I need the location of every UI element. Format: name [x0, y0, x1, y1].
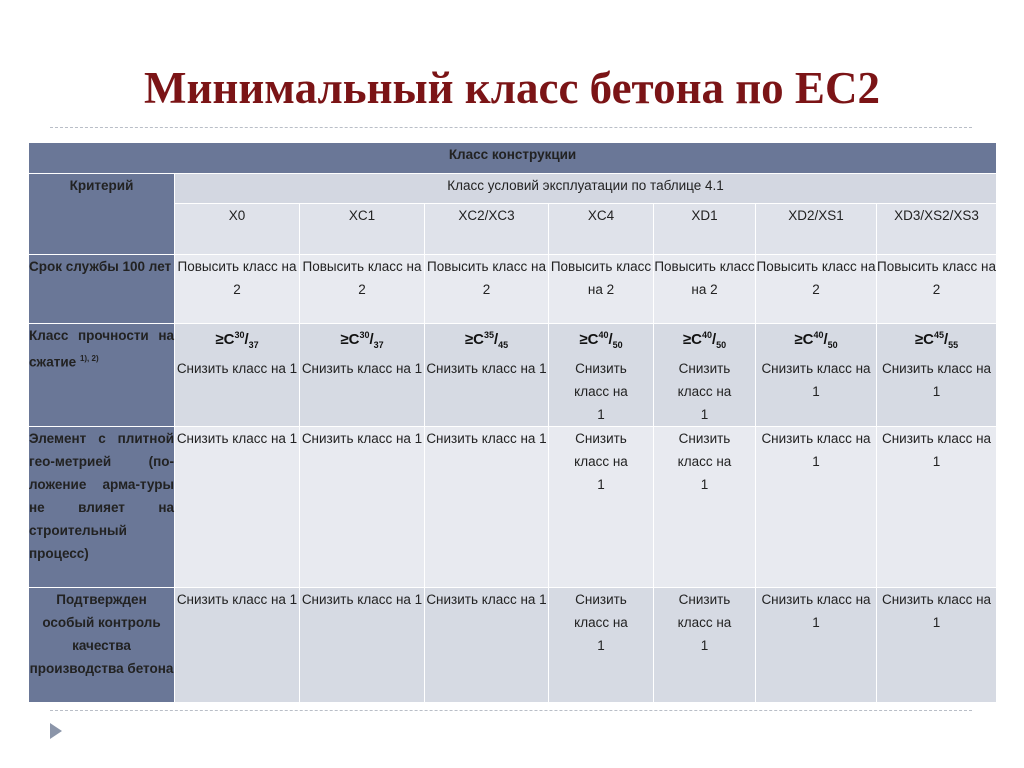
row-label-strength-class	[29, 324, 175, 427]
required-class: $\ge C^{40}/_{50}$	[579, 330, 623, 350]
cell-text: Снизить класс на 1	[176, 361, 298, 376]
exposure-classes-row	[29, 204, 997, 255]
page-title: Минимальный класс бетона по EC2	[144, 63, 880, 113]
triangle-bullet-icon	[50, 723, 62, 739]
class-x0: X0	[175, 204, 300, 255]
table-header-row	[29, 143, 997, 174]
table-cell: Снизить класс на 1	[877, 588, 997, 703]
table-cell: Снизить класс на 1	[654, 427, 756, 588]
required-class: $\ge C^{30}/_{37}$	[340, 330, 384, 350]
criteria-header: Критерий	[29, 174, 175, 255]
table-cell	[877, 324, 997, 427]
cell-text: Снизить класс на 1	[301, 361, 423, 376]
top-divider	[50, 127, 972, 128]
table-cell: Снизить класс на 1	[175, 427, 300, 588]
required-class: $\ge C^{30}/_{37}$	[215, 330, 259, 350]
cell-text: Снизить класс на 1	[881, 361, 992, 399]
table-row	[29, 324, 997, 427]
table-cell	[549, 324, 654, 427]
table-cell	[756, 324, 877, 427]
exposure-header-row	[29, 174, 997, 204]
exposure-class-header: Класс условий эксплуатации по таблице 4.1	[175, 174, 997, 204]
footnote-ref: 1), 2)	[79, 354, 99, 363]
row-label-service-life: Срок службы 100 лет	[29, 255, 175, 324]
table-cell: Повысить класс на 2	[877, 255, 997, 324]
class-xd3-xs2-xs3: XD3/XS2/XS3	[877, 204, 997, 255]
table-cell: Снизить класс на 1	[877, 427, 997, 588]
required-class: $\ge C^{40}/_{50}$	[682, 330, 727, 350]
row-label-quality-control: Подтвержден особый контроль качества производства бетона	[29, 588, 175, 703]
table-cell: Повысить класс на 2	[425, 255, 549, 324]
table-cell: Снизить класс на 1	[175, 588, 300, 703]
cell-text: Снизить класс на 1	[426, 361, 547, 376]
table-cell	[175, 324, 300, 427]
concrete-class-table	[28, 142, 997, 703]
class-xd2-xs1: XD2/XS1	[756, 204, 877, 255]
table-row	[29, 427, 997, 588]
row-label-slab-geometry: Элемент с плитной гео-метрией (по-ложение арма-туры не влияет на строительный процесс)	[29, 427, 175, 588]
table-cell: Снизить класс на 1	[425, 588, 549, 703]
table-cell: Повысить класс на 2	[549, 255, 654, 324]
row-label-strength-text: Класс прочности на сжатие	[29, 328, 174, 370]
class-xc4: XC4	[549, 204, 654, 255]
required-class: $\ge C^{45}/_{55}$	[914, 330, 959, 350]
cell-text: Снизить класс на 1	[761, 361, 871, 399]
table-cell: Снизить класс на 1	[300, 588, 425, 703]
table-cell: Снизить класс на 1	[300, 427, 425, 588]
table-cell: Снизить класс на 1	[549, 427, 654, 588]
table-cell: Повысить класс на 2	[654, 255, 756, 324]
table-cell: Снизить класс на 1	[549, 588, 654, 703]
table-cell	[425, 324, 549, 427]
table-cell: Снизить класс на 1	[654, 588, 756, 703]
cell-text: Снизить класс на 1	[677, 361, 732, 422]
table-cell: Повысить класс на 2	[300, 255, 425, 324]
class-xd1: XD1	[654, 204, 756, 255]
table-cell: Снизить класс на 1	[425, 427, 549, 588]
table-cell: Снизить класс на 1	[756, 588, 877, 703]
cell-text: Снизить класс на 1	[574, 361, 628, 422]
table-cell: Повысить класс на 2	[756, 255, 877, 324]
table-cell	[654, 324, 756, 427]
class-xc2-xc3: XC2/XC3	[425, 204, 549, 255]
required-class: $\ge C^{35}/_{45}$	[464, 330, 509, 350]
required-class: $\ge C^{40}/_{50}$	[794, 330, 838, 350]
bottom-divider	[50, 710, 972, 711]
class-xc1: XC1	[300, 204, 425, 255]
table-cell	[300, 324, 425, 427]
table-cell: Снизить класс на 1	[756, 427, 877, 588]
structural-class-header: Класс конструкции	[29, 143, 997, 174]
table-cell: Повысить класс на 2	[175, 255, 300, 324]
table-row	[29, 588, 997, 703]
table-row	[29, 255, 997, 324]
